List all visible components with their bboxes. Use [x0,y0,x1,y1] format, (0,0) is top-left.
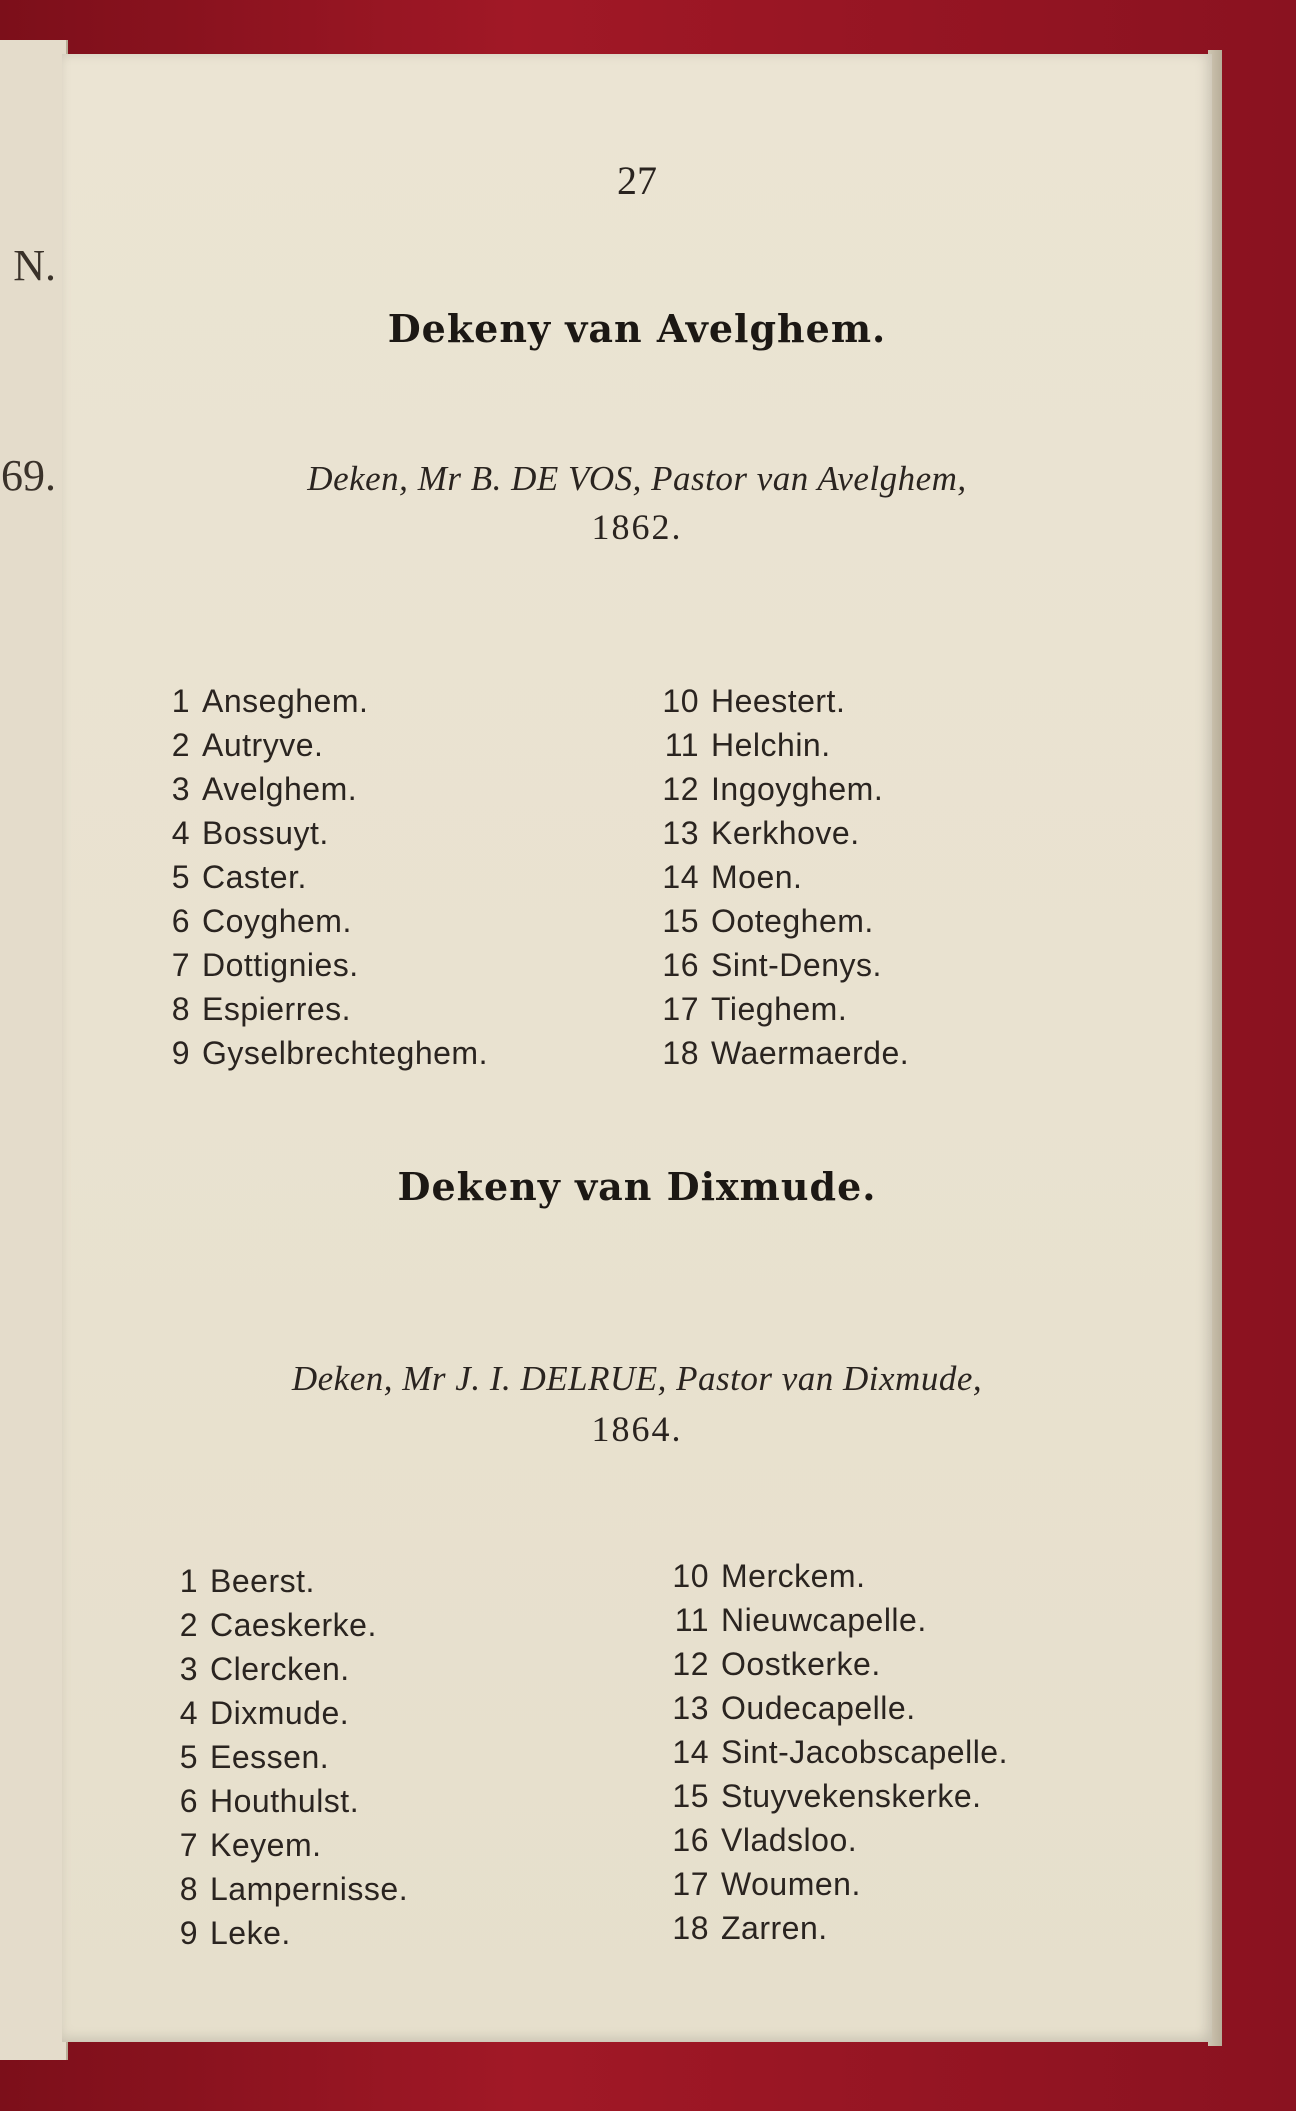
parish-name: Waermaerde. [711,1035,910,1071]
book-page [62,54,1212,2042]
list-item [154,943,488,987]
list-item [162,1603,408,1647]
parish-name: Dottignies. [202,947,359,983]
parish-number: 15 [672,1778,709,1814]
list-item [162,1779,408,1823]
list-item [647,1031,909,1075]
parish-number: 13 [662,815,699,851]
appointment-year: 1862. [591,507,683,547]
parish-name: Autryve. [202,727,324,763]
dean-role: Pastor van Dixmude, [676,1359,983,1398]
parish-name: Moen. [711,859,803,895]
previous-page-fragment: N. [13,241,56,290]
parish-name: Heestert. [711,683,846,719]
parish-name: Merckem. [721,1558,866,1594]
parish-number: 6 [179,1783,198,1819]
parish-number: 7 [179,1827,198,1863]
parish-number: 5 [171,859,190,895]
parish-name: Bossuyt. [202,815,329,851]
parish-number: 10 [672,1558,709,1594]
list-item [647,723,909,767]
list-item [647,679,909,723]
parish-name: Nieuwcapelle. [721,1602,927,1638]
parish-name: Caster. [202,859,307,895]
parish-number: 3 [179,1651,198,1687]
parish-name: Keyem. [210,1827,322,1863]
parish-name: Avelghem. [202,771,358,807]
parish-number: 18 [672,1910,709,1946]
parish-name: Vladsloo. [721,1822,858,1858]
list-item [154,723,488,767]
parish-number: 15 [662,903,699,939]
parish-list-left [162,1559,408,1955]
list-item [162,1735,408,1779]
list-item [162,1647,408,1691]
parish-name: Coyghem. [202,903,352,939]
dean-label: Deken, [307,459,409,498]
dean-title: Mr [402,1359,447,1398]
parish-number: 12 [662,771,699,807]
parish-name: Lampernisse. [210,1871,409,1907]
parish-name: Caeskerke. [210,1607,377,1643]
parish-name: Gyselbrechteghem. [202,1035,488,1071]
parish-name: Dixmude. [210,1695,350,1731]
parish-number: 2 [171,727,190,763]
parish-name: Sint-Denys. [711,947,882,983]
list-item [154,855,488,899]
parish-number: 1 [179,1563,198,1599]
dean-role: Pastor van Avelghem, [651,459,967,498]
parish-name: Oudecapelle. [721,1690,916,1726]
parish-name: Houthulst. [210,1783,360,1819]
list-item [657,1730,1008,1774]
parish-list-left [154,679,488,1075]
parish-number: 2 [179,1607,198,1643]
parish-number: 5 [179,1739,198,1775]
list-item [154,679,488,723]
dean-name: B. DE VOS, [470,459,642,498]
list-item [657,1598,1008,1642]
list-item [647,943,909,987]
parish-name: Oostkerke. [721,1646,881,1682]
dean-line-dixmude [62,1359,1212,1399]
parish-name: Zarren. [721,1910,828,1946]
dean-title: Mr [417,459,462,498]
previous-page-strip [0,40,68,2060]
parish-name: Stuyvekenskerke. [721,1778,982,1814]
dean-line-avelghem [62,459,1212,499]
list-item [647,855,909,899]
parish-number: 8 [171,991,190,1027]
parish-number: 17 [662,991,699,1027]
parish-number: 17 [672,1866,709,1902]
list-item [154,987,488,1031]
section-title-dixmude: Dekeny van Dixmude. [397,1164,877,1209]
list-item [162,1559,408,1603]
list-item [162,1911,408,1955]
parish-name: Sint-Jacobscapelle. [721,1734,1008,1770]
section-title-avelghem: Dekeny van Avelghem. [387,306,887,351]
list-item [657,1906,1008,1950]
parish-name: Kerkhove. [711,815,860,851]
list-item [647,899,909,943]
list-item [154,767,488,811]
parish-number: 1 [171,683,190,719]
parish-name: Eessen. [210,1739,330,1775]
parish-name: Ingoyghem. [711,771,884,807]
parish-name: Ooteghem. [711,903,874,939]
parish-number: 12 [672,1646,709,1682]
parish-number: 16 [672,1822,709,1858]
list-item [162,1823,408,1867]
parish-number: 3 [171,771,190,807]
parish-name: Leke. [210,1915,291,1951]
list-item [647,987,909,1031]
parish-number: 4 [171,815,190,851]
list-item [657,1686,1008,1730]
dean-name: J. I. DELRUE, [455,1359,667,1398]
parish-name: Espierres. [202,991,352,1027]
list-item [154,1031,488,1075]
parish-number: 9 [171,1035,190,1071]
parish-number: 9 [179,1915,198,1951]
parish-number: 7 [171,947,190,983]
parish-number: 8 [179,1871,198,1907]
list-item [657,1554,1008,1598]
parish-name: Woumen. [721,1866,861,1902]
dean-label: Deken, [291,1359,393,1398]
parish-list-right [657,1554,1008,1950]
parish-number: 13 [672,1690,709,1726]
parish-name: Helchin. [711,727,831,763]
list-item [162,1691,408,1735]
parish-number: 11 [674,1602,709,1638]
parish-number: 18 [662,1035,699,1071]
list-item [647,811,909,855]
parish-number: 16 [662,947,699,983]
parish-number: 14 [672,1734,709,1770]
appointment-year: 1864. [591,1409,683,1449]
parish-number: 10 [662,683,699,719]
list-item [657,1774,1008,1818]
previous-page-fragment: 69. [1,451,56,500]
list-item [657,1818,1008,1862]
parish-number: 4 [179,1695,198,1731]
list-item [154,899,488,943]
parish-number: 6 [171,903,190,939]
parish-list-right [647,679,909,1075]
page-number: 27 [617,158,657,203]
parish-number: 14 [662,859,699,895]
list-item [657,1862,1008,1906]
parish-name: Anseghem. [202,683,369,719]
parish-name: Clercken. [210,1651,350,1687]
list-item [154,811,488,855]
list-item [647,767,909,811]
parish-name: Tieghem. [711,991,848,1027]
parish-name: Beerst. [210,1563,315,1599]
list-item [162,1867,408,1911]
list-item [657,1642,1008,1686]
parish-number: 11 [664,727,699,763]
